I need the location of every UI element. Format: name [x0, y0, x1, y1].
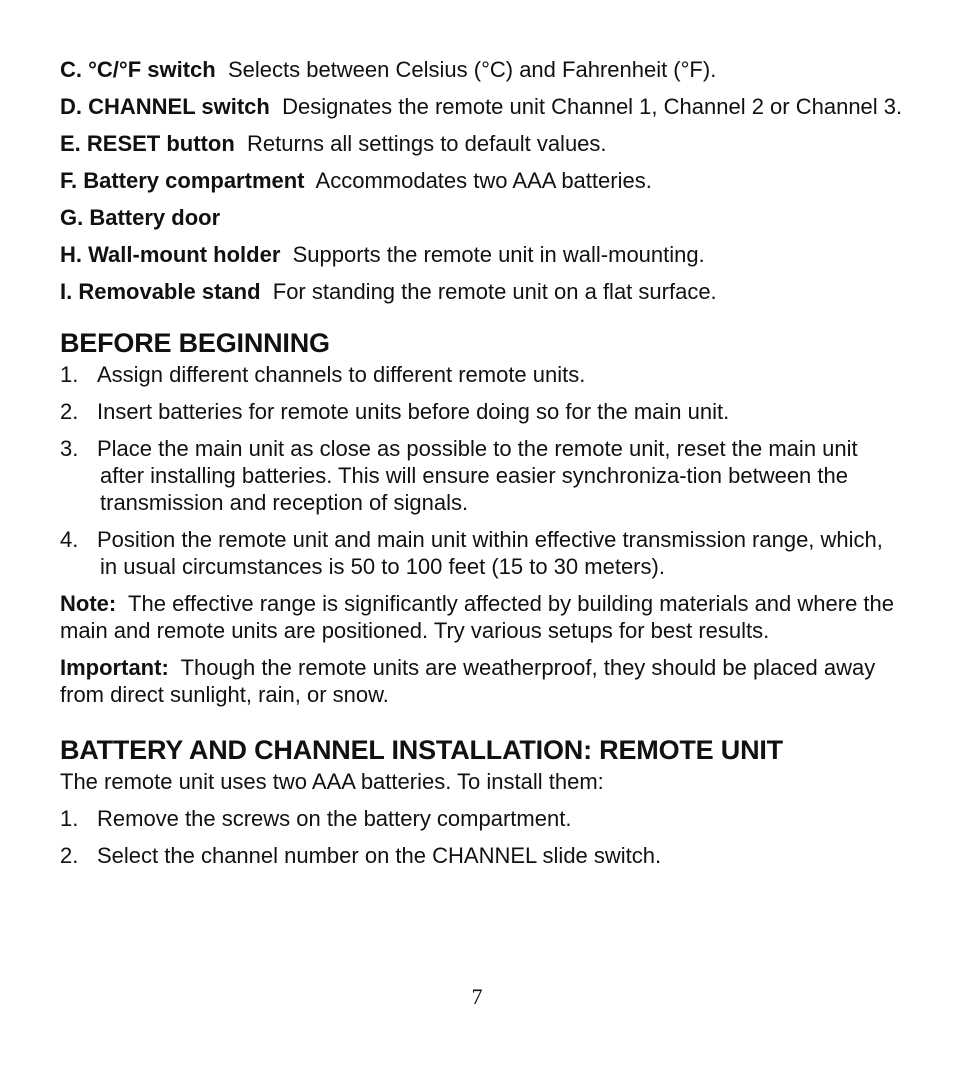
- step-text: Select the channel number on the CHANNEL slide switch.: [97, 843, 662, 868]
- section-heading-battery-installation: BATTERY AND CHANNEL INSTALLATION: REMOTE UNIT: [60, 735, 783, 765]
- definition-desc: Designates the remote unit Channel 1, Channel 2 or Channel 3.: [282, 94, 903, 119]
- battery-intro: The remote unit uses two AAA batteries. To install them:: [60, 769, 604, 794]
- definition-desc: Accommodates two AAA batteries.: [315, 168, 652, 193]
- important-text: Though the remote units are weatherproof, they should be placed away from direct sunlight, rain, or snow.: [60, 655, 876, 707]
- definition-desc: Returns all settings to default values.: [247, 131, 607, 156]
- before-beginning-steps: [60, 361, 905, 580]
- step-number: 4.: [60, 527, 79, 552]
- note-text: The effective range is significantly affected by building materials and where the main and remote units are positioned. Try various setups for best results.: [60, 591, 895, 643]
- step-text: Assign different channels to different remote units.: [97, 362, 586, 387]
- definition-term: G. Battery door: [60, 205, 221, 230]
- definition-term: H. Wall-mount holder: [60, 242, 281, 267]
- step-text: Insert batteries for remote units before doing so for the main unit.: [97, 399, 730, 424]
- important-label: Important:: [60, 655, 169, 680]
- section-heading-before-beginning: BEFORE BEGINNING: [60, 328, 330, 358]
- definition-term: F. Battery compartment: [60, 168, 305, 193]
- list-item: [60, 842, 905, 869]
- definition-i: [60, 278, 905, 305]
- definition-g: [60, 204, 905, 231]
- manual-page: [60, 56, 905, 879]
- list-item: [60, 398, 905, 425]
- definition-desc: For standing the remote unit on a flat surface.: [272, 279, 717, 304]
- step-number: 1.: [60, 362, 79, 387]
- battery-installation-steps: [60, 805, 905, 869]
- definition-h: [60, 241, 905, 268]
- important-paragraph: [60, 654, 905, 708]
- list-item: [60, 526, 905, 580]
- list-item: [60, 361, 905, 388]
- definition-term: D. CHANNEL switch: [60, 94, 270, 119]
- definition-e: [60, 130, 905, 157]
- step-number: 2.: [60, 843, 79, 868]
- step-text: Place the main unit as close as possible to the remote unit, reset the main unit after installing batteries. This will ensure easier synchroniza-tion between the transmission and reception of signals.: [97, 436, 858, 515]
- definition-term: C. °C/°F switch: [60, 57, 216, 82]
- step-number: 2.: [60, 399, 79, 424]
- definition-desc: Selects between Celsius (°C) and Fahrenheit (°F).: [227, 57, 717, 82]
- definition-term: I. Removable stand: [60, 279, 261, 304]
- step-number: 1.: [60, 806, 79, 831]
- step-number: 3.: [60, 436, 79, 461]
- note-label: Note:: [60, 591, 117, 616]
- step-text: Position the remote unit and main unit within effective transmission range, which, in usual circumstances is 50 to 100 feet (15 to 30 meters).: [97, 527, 883, 579]
- page-number: 7: [471, 984, 483, 1009]
- definition-desc: Supports the remote unit in wall-mounting.: [292, 242, 705, 267]
- step-text: Remove the screws on the battery compartment.: [97, 806, 572, 831]
- definition-term: E. RESET button: [60, 131, 235, 156]
- note-paragraph: [60, 590, 905, 644]
- list-item: [60, 805, 905, 832]
- definition-f: [60, 167, 905, 194]
- definition-c: [60, 56, 905, 83]
- definition-d: [60, 93, 905, 120]
- list-item: [60, 435, 905, 516]
